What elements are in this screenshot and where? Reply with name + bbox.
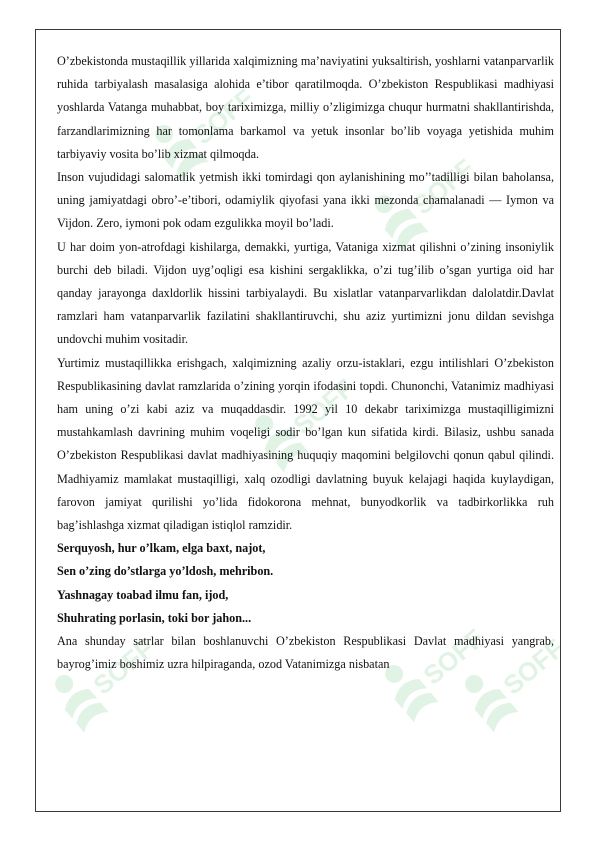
svg-text:SOFF: SOFF xyxy=(287,372,360,441)
svg-text:SOFF: SOFF xyxy=(87,632,160,701)
anthem-line: Shuhrating porlasin, toki bor jahon... xyxy=(57,610,252,625)
anthem-line: Sen o’zing do’stlarga yo’ldosh, mehribon. xyxy=(57,564,274,579)
paragraph: O’zbekistonda mustaqillik yillarida xalqimizning ma’naviyatini yuksaltirish, yoshlarni vatanparvarlik ruhida tarbiyalash masalasiga alohida e’tibor qaratilmoqda. O’zbekiston Respublikasi madhiyasi yoshlarda Vatanga muhabbat, boy tariximizga, milliy o’zligimizga chuqur hurmatni shakllantirishda, farzandlarimizning har tomonlama barkamol va yetuk insonlar bo’lib voyaga yetishida muhim tarbiyaviy vosita bo’lib xizmat qilmoqda. xyxy=(57,54,554,161)
paragraph: Ana shunday satrlar bilan boshlanuvchi O’zbekiston Respublikasi Davlat madhiyasi yangrab, bayrog’imiz boshimiz uzra hilpiraganda, ozod Vatanimizga nisbatan xyxy=(57,634,554,672)
paragraph: Yurtimiz mustaqillikka erishgach, xalqimizning azaliy orzu-istaklari, ezgu intilishlari O’zbekiston Respublikasining davlat ramzlarida o’zining yorqin ifodasini topdi. Chunonchi, Vatanimiz madhiyasi ham uning o’zi kabi aziz va muqaddasdir. 1992 yil 10 dekabr tariximizga mustaqilligimizni mustahkamlash davrining muhim voqeligi sodir bo’lgan kun sifatida kirdi. Bilasiz, ushbu sanada O’zbekiston Respublikasi davlat madhiyasining huquqiy maqomini belgilovchi qonun qabul qilindi. Madhiyamiz mamlakat mustaqilligi, xalq ozodligi davlatning buyuk kelajagi haqida kuylaydigan, farovon jamiyat qurilishi yo’lida fidokorona mehnat, bunyodkorlik va tadbirkorlikka ruh bag’ishlashga xizmat qiladigan istiqlol ramzidir. xyxy=(57,355,554,533)
paragraph: Inson vujudidagi salomatlik yetmish ikki tomirdagi qon aylanishining mo’’tadilligi bilan baholansa, uning jamiyatdagi obro’-e’tibori, odamiylik qiyofasi yana ikki mezonda chamalanadi — Iymon va Vijdon. Zero, iymoni pok odam ezgulikka moyil bo’ladi. xyxy=(57,170,554,231)
svg-text:SOFF: SOFF xyxy=(407,152,480,221)
anthem-line: Serquyosh, hur o’lkam, elga baxt, najot, xyxy=(57,541,266,556)
svg-text:SOFF: SOFF xyxy=(497,632,570,701)
document-body xyxy=(57,50,554,676)
svg-text:SOFF: SOFF xyxy=(187,82,260,151)
svg-text:SOFF: SOFF xyxy=(417,622,490,691)
paragraph: U har doim yon-atrofdagi kishilarga, demakki, yurtiga, Vataniga xizmat qilishni o’zining insoniylik burchi deb biladi. Vijdon uyg’oqligi esa kishini sergaklikka, o’zi tug’ilib o’sgan yurtiga oid har qanday jarayonga daxldorlik hissini tarbiyalaydi. Bu xislatlar vatanparvarlikdan dalolatdir.Davlat ramzlari ham vatanparvarlik fazilatini shakllantiruvchi, shu aziz yurtimizni jonu dildan sevishga undovchi muhim vositadir. xyxy=(57,239,554,347)
anthem-line: Yashnagay toabad ilmu fan, ijod, xyxy=(57,587,229,602)
